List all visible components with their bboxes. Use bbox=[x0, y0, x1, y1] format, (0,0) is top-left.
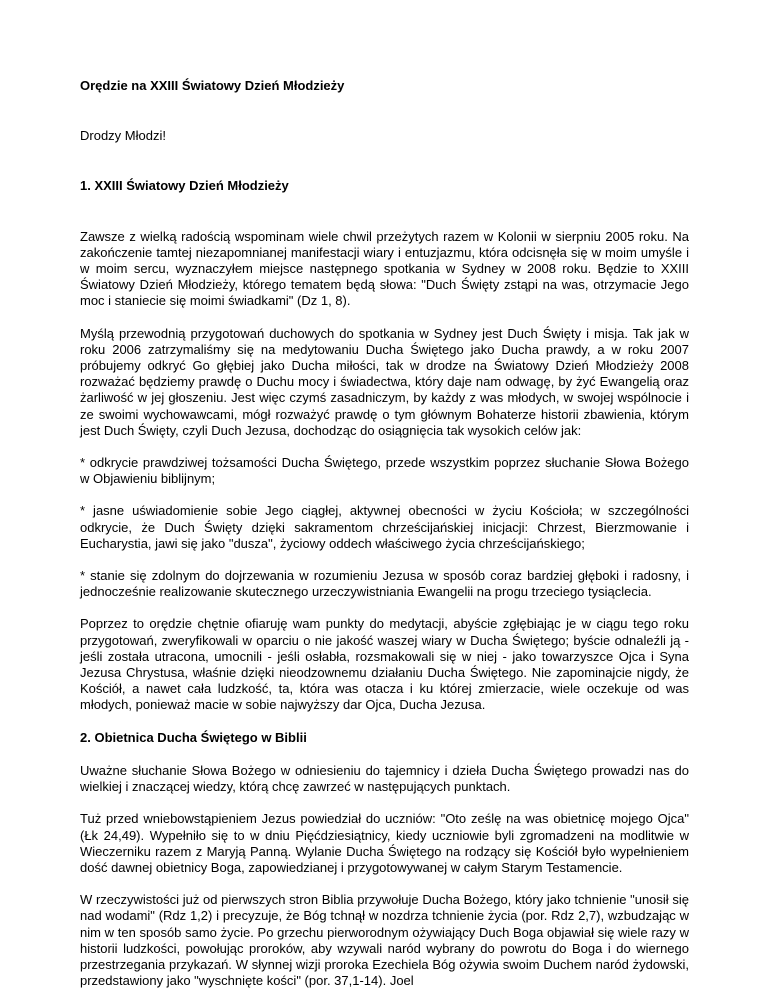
paragraph: Myślą przewodnią przygotowań duchowych do spotkania w Sydney jest Duch Święty i misja. Tak jak w roku 2006 zatrzymaliśmy się na medytowaniu Ducha Świętego jako Ducha prawdy, a w roku 2007 próbujemy odkryć Go głębiej jako Ducha miłości, tak w drodze na Światowy Dzień Młodzieży 2008 rozważać będziemy prawdę o Duchu mocy i świadectwa, który daje nam odwagę, by żyć Ewangelią oraz żarliwość w jej głoszeniu. Jest więc czymś zasadniczym, by każdy z was młodych, w swojej wspólnocie i ze swoimi wychowawcami, mógł rozważyć prawdę o tym głównym Bohaterze historii zbawienia, którym jest Duch Święty, czyli Duch Jezusa, dochodząc do osiągnięcia tak wysokich celów jak: bbox=[80, 325, 689, 438]
paragraph: Poprzez to orędzie chętnie ofiaruję wam punkty do medytacji, abyście zgłębiając je w ciągu tego roku przygotowań, zweryfikowali w oparciu o nie jakość waszej wiary w Ducha Świętego; byście odnaleźli ją - jeśli została utracona, umocnili - jeśli osłabła, rozsmakowali się w niej - jako towarzyszce Ojca i Syna Jezusa Chrystusa, właśnie dzięki nieodzownemu działaniu Ducha Świętego. Nie zapominajcie nigdy, że Kościół, a nawet cała ludzkość, ta, która was otacza i ku której zmierzacie, wiele oczekuje od was młodych, ponieważ macie w sobie najwyższy dar Ojca, Ducha Jezusa. bbox=[80, 616, 689, 713]
document-title: Orędzie na XXIII Światowy Dzień Młodzieży bbox=[80, 78, 345, 93]
bullet-paragraph: * jasne uświadomienie sobie Jego ciągłej, aktywnej obecności w życiu Kościoła; w szczególności odkrycie, że Duch Święty dzięki sakramentom chrześcijańskiej inicjacji: Chrzest, Bierzmowanie i Eucharystia, jawi się jako "dusza", życiowy oddech właściwego życia chrześcijańskiego; bbox=[80, 503, 689, 551]
section-heading-2: 2. Obietnica Ducha Świętego w Biblii bbox=[80, 729, 307, 745]
paragraph: Uważne słuchanie Słowa Bożego w odniesieniu do tajemnicy i dzieła Ducha Świętego prowadzi nas do wielkiej i znaczącej wiedzy, którą chcę zawrzeć w następujących punktach. bbox=[80, 762, 689, 795]
section-heading-1: 1. XXIII Światowy Dzień Młodzieży bbox=[80, 178, 289, 194]
document-body bbox=[80, 78, 689, 994]
greeting: Drodzy Młodzi! bbox=[80, 128, 166, 144]
paragraph: Zawsze z wielką radością wspominam wiele chwil przeżytych razem w Kolonii w sierpniu 2005 roku. Na zakończenie tamtej niezapomnianej manifestacji wiary i entuzjazmu, która odcisnęła się w moim umyśle i w moim sercu, wyznaczyłem miejsce następnego spotkania w Sydney w 2008 roku. Będzie to XXIII Światowy Dzień Młodzieży, którego tematem będą słowa: "Duch Święty zstąpi na was, otrzymacie Jego moc i staniecie się moimi świadkami" (Dz 1, 8). bbox=[80, 228, 689, 309]
paragraph: Tuż przed wniebowstąpieniem Jezus powiedział do uczniów: "Oto ześlę na was obietnicę mojego Ojca" (Łk 24,49). Wypełniło się to w dniu Pięćdziesiątnicy, kiedy uczniowie byli zgromadzeni na modlitwie w Wieczerniku razem z Maryją Panną. Wylanie Ducha Świętego na rodzący się Kościół było wypełnieniem dość dawnej obietnicy Boga, zapowiedzianej i przygotowywanej w całym Starym Testamencie. bbox=[80, 811, 689, 875]
paragraph: W rzeczywistości już od pierwszych stron Biblia przywołuje Ducha Bożego, który jako tchnienie "unosił się nad wodami" (Rdz 1,2) i precyzuje, że Bóg tchnął w nozdrza tchnienie życia (por. Rdz 2,7), wzbudzając w nim w ten sposób samo życie. Po grzechu pierworodnym ożywiający Duch Boga objawiał się wiele razy w historii ludzkości, powołując proroków, aby wzywali naród wybrany do powrotu do Boga i do wiernego przestrzegania przykazań. W słynnej wizji proroka Ezechiela Bóg ożywia swoim Duchem naród żydowski, przedstawiony jako "wyschnięte kości" (por. 37,1-14). Joel bbox=[80, 892, 689, 989]
bullet-paragraph: * odkrycie prawdziwej tożsamości Ducha Świętego, przede wszystkim poprzez słuchanie Słowa Bożego w Objawieniu biblijnym; bbox=[80, 455, 689, 487]
bullet-paragraph: * stanie się zdolnym do dojrzewania w rozumieniu Jezusa w sposób coraz bardziej głęboki i radosny, i jednocześnie realizowanie skutecznego urzeczywistniania Ewangelii na progu trzeciego tysiąclecia. bbox=[80, 568, 689, 600]
